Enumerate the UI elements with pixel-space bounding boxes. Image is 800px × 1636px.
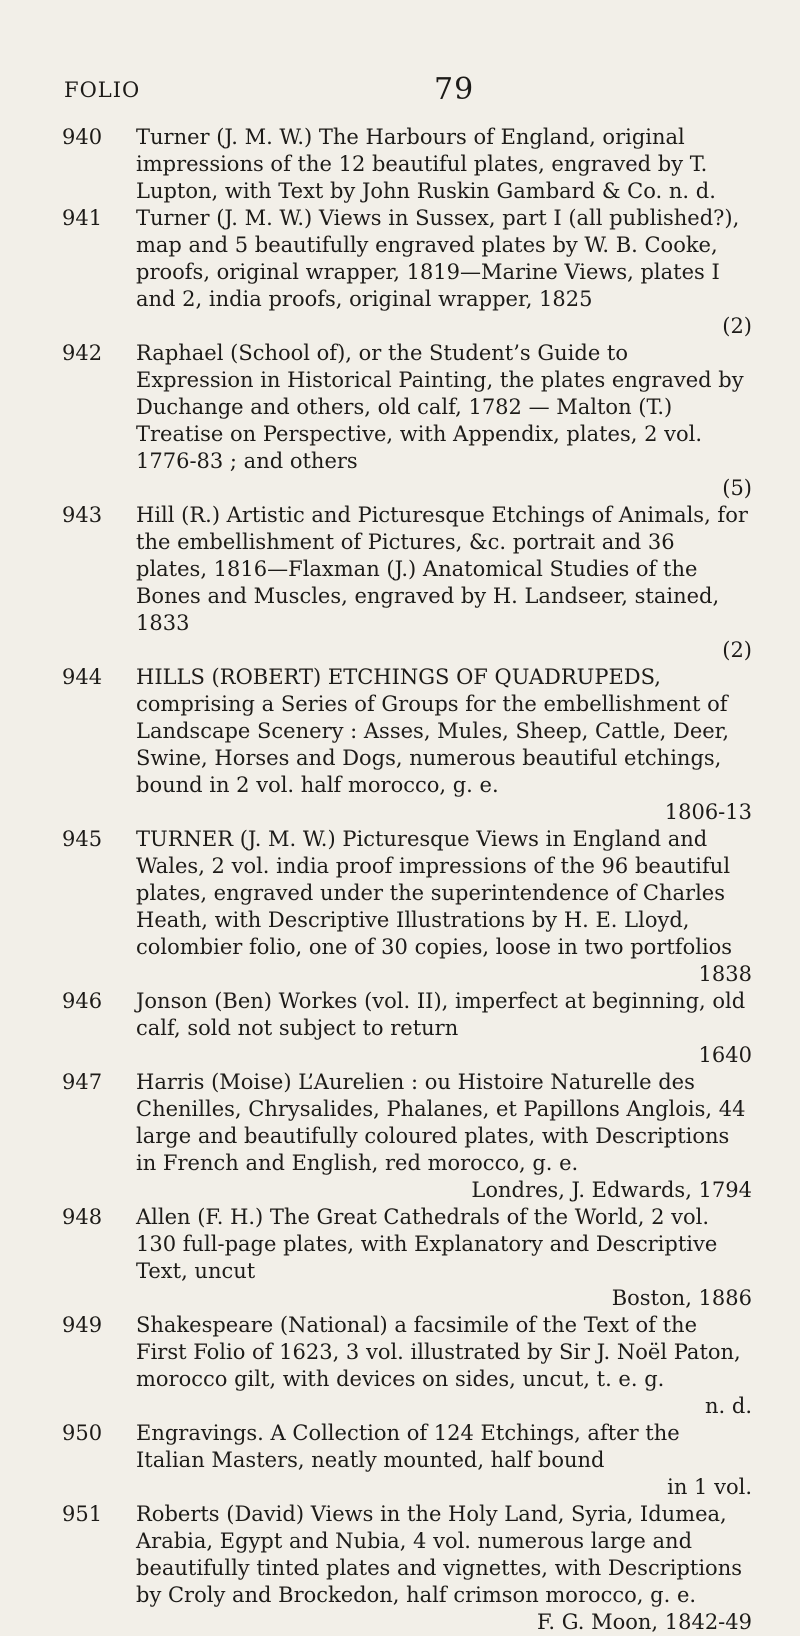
catalogue-entry xyxy=(62,664,752,826)
catalogue-entries xyxy=(62,120,752,1636)
lot-number: 940 xyxy=(62,125,103,149)
lot-description: Raphael (School of), or the Student’s Guide to Expression in Historical Painting, the plates engraved by Duchange and others, old calf, 1782 — Malton (T.) Treatise on Perspective, with Appendix, plates, 2 vol. 1776-83 ; and others xyxy=(136,341,744,473)
lot-number: 950 xyxy=(62,1421,103,1445)
lot-description: Hill (R.) Artistic and Picturesque Etchings of Animals, for the embellishment of Pictures, &c. portrait and 36 plates, 1816—Flaxman (J.) Anatomical Studies of the Bones and Muscles, engraved by H. Landseer, stained, 1833 xyxy=(136,503,748,635)
folio-label: FOLIO xyxy=(64,78,141,102)
lot-number: 951 xyxy=(62,1502,103,1526)
lot-description: Roberts (David) Views in the Holy Land, Syria, Idumea, Arabia, Egypt and Nubia, 4 vol. numerous large and beautifully tinted plates and vignettes, with Descriptions by Croly and Brockedon, half crimson morocco, g. e. xyxy=(136,1502,743,1607)
catalogue-entry xyxy=(62,1312,752,1420)
catalogue-entry xyxy=(62,124,752,205)
lot-imprint: in 1 vol. xyxy=(667,1475,752,1499)
catalogue-entry xyxy=(62,205,752,340)
lot-number: 949 xyxy=(62,1313,103,1337)
lot-description: Engravings. A Collection of 124 Etchings, after the Italian Masters, neatly mounted, half bound xyxy=(136,1421,680,1472)
lot-imprint: 1838 xyxy=(698,962,752,986)
catalogue-entry xyxy=(62,1204,752,1312)
lot-imprint: (5) xyxy=(722,476,752,500)
lot-number: 948 xyxy=(62,1205,103,1229)
catalogue-entry xyxy=(62,1069,752,1204)
lot-imprint: (2) xyxy=(722,638,752,662)
lot-imprint: 1806-13 xyxy=(664,800,752,824)
lot-number: 947 xyxy=(62,1070,103,1094)
lot-imprint: n. d. xyxy=(705,1394,752,1418)
lot-imprint: 1640 xyxy=(698,1043,752,1067)
lot-description: Harris (Moise) L’Aurelien : ou Histoire Naturelle des Chenilles, Chrysalides, Phalanes, et Papillons Anglois, 44 large and beautifully coloured plates, with Descriptions in French and English, red morocco, g. e. xyxy=(136,1070,746,1175)
lot-description: TURNER (J. M. W.) Picturesque Views in England and Wales, 2 vol. india proof impressions of the 96 beautiful plates, engraved under the superintendence of Charles Heath, with Descriptive Illustrations by H. E. Lloyd, colombier folio, one of 30 copies, loose in two portfolios xyxy=(136,827,733,959)
lot-number: 942 xyxy=(62,341,103,365)
catalogue-entry xyxy=(62,988,752,1069)
lot-description: Jonson (Ben) Workes (vol. II), imperfect at beginning, old calf, sold not subject to return xyxy=(136,989,746,1040)
page-number: 79 xyxy=(434,72,475,107)
lot-imprint: Londres, J. Edwards, 1794 xyxy=(471,1178,752,1202)
lot-imprint: F. G. Moon, 1842-49 xyxy=(537,1610,752,1634)
lot-description: HILLS (ROBERT) ETCHINGS OF QUADRUPEDS, comprising a Series of Groups for the embellishment of Landscape Scenery : Asses, Mules, Sheep, Cattle, Deer, Swine, Horses and Dogs, numerous beautiful etchings, bound in 2 vol. half morocco, g. e. xyxy=(136,665,730,797)
catalogue-entry xyxy=(62,1501,752,1636)
catalogue-entry xyxy=(62,826,752,988)
lot-number: 944 xyxy=(62,665,103,689)
lot-description: Turner (J. M. W.) Views in Sussex, part I (all published?), map and 5 beautifully engraved plates by W. B. Cooke, proofs, original wrapper, 1819—Marine Views, plates I and 2, india proofs, original wrapper, 1825 xyxy=(136,206,740,311)
lot-imprint: Boston, 1886 xyxy=(611,1286,752,1310)
lot-description: Shakespeare (National) a facsimile of the Text of the First Folio of 1623, 3 vol. illustrated by Sir J. Noël Paton, morocco gilt, with devices on sides, uncut, t. e. g. xyxy=(136,1313,741,1391)
lot-description: Turner (J. M. W.) The Harbours of England, original impressions of the 12 beautiful plates, engraved by T. Lupton, with Text by John Ruskin Gambard & Co. n. d. xyxy=(136,125,716,203)
lot-number: 943 xyxy=(62,503,103,527)
lot-number: 945 xyxy=(62,827,103,851)
lot-description: Allen (F. H.) The Great Cathedrals of the World, 2 vol. 130 full-page plates, with Explanatory and Descriptive Text, uncut xyxy=(136,1205,718,1283)
lot-imprint: (2) xyxy=(722,314,752,338)
lot-number: 946 xyxy=(62,989,103,1013)
catalogue-entry xyxy=(62,502,752,664)
catalogue-entry xyxy=(62,1420,752,1501)
catalogue-entry xyxy=(62,340,752,502)
page-header xyxy=(64,72,736,108)
lot-number: 941 xyxy=(62,206,103,230)
